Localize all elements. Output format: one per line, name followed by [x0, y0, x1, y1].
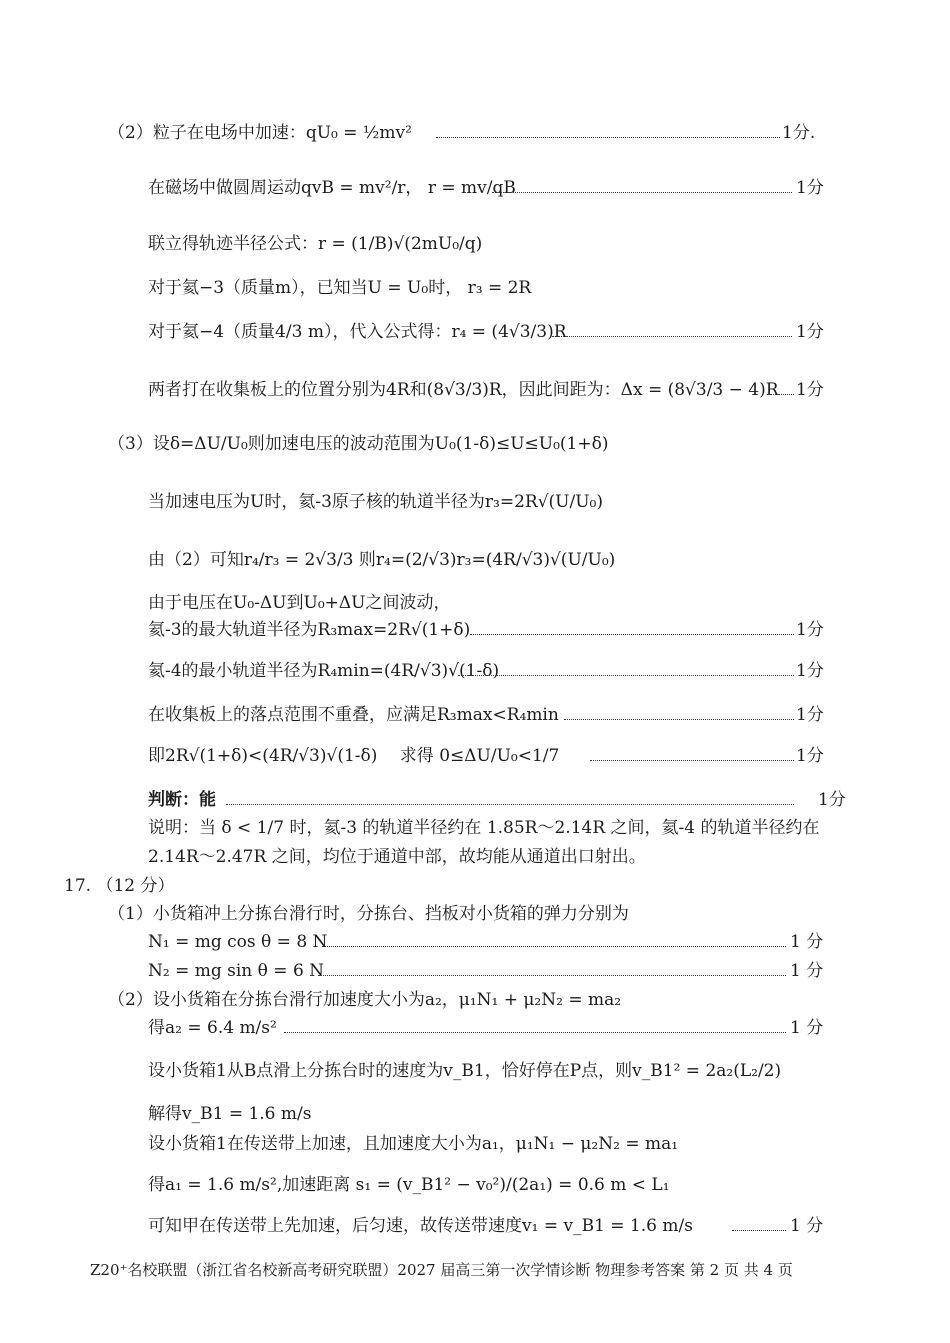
score: 1分: [796, 620, 824, 640]
line-text: 可知甲在传送带上先加速，后匀速，故传送带速度v₁ = v_B1 = 1.6 m/s: [148, 1216, 693, 1236]
answer-line: [0, 542, 950, 578]
line-text: N₁ = mg cos θ = 8 N: [148, 932, 328, 952]
dot-leader: [436, 137, 780, 138]
answer-line: [0, 1167, 950, 1203]
answer-line: [0, 738, 950, 774]
dot-leader: [318, 975, 786, 976]
dot-leader: [732, 1230, 786, 1231]
dot-leader: [492, 192, 792, 193]
answer-line: [0, 226, 950, 262]
line-text: 在收集板上的落点范围不重叠，应满足R₃max<R₄min: [148, 705, 559, 725]
line-text: 解得v_B1 = 1.6 m/s: [148, 1104, 312, 1124]
dot-leader: [590, 760, 794, 761]
line-text: 对于氦−4（质量4/3 m），代入公式得：r₄ = (4√3/3)R: [148, 322, 567, 342]
line-text: 得a₂ = 6.4 m/s²: [148, 1018, 277, 1038]
line-text: 在磁场中做圆周运动qvB = mv²/r， r = mv/qB: [148, 178, 516, 198]
score: 1 分: [790, 961, 824, 981]
line-text: （1）小货箱冲上分拣台滑行时，分拣台、挡板对小货箱的弹力分别为: [108, 904, 629, 924]
line-text: 说明：当 δ < 1/7 时，氦-3 的轨道半径约在 1.85R～2.14R 之间，氦-4 的轨道半径约在: [148, 818, 820, 838]
answer-line: [0, 1208, 950, 1244]
answer-line: [0, 484, 950, 520]
score: 1 分: [790, 932, 824, 952]
line-text: 联立得轨迹半径公式：r = (1/B)√(2mU₀/q): [148, 234, 483, 254]
line-text: 两者打在收集板上的位置分别为4R和(8√3/3)R，因此间距为：Δx = (8√3/3 − 4)R: [148, 380, 779, 400]
line-text: （2）粒子在电场中加速：qU₀ = ½mv²: [108, 123, 412, 143]
score: 1分: [796, 705, 824, 725]
answer-line: [0, 612, 950, 648]
line-text: N₂ = mg sin θ = 6 N: [148, 961, 325, 981]
dot-leader: [768, 394, 794, 395]
answer-line: [0, 1126, 950, 1162]
line-text: 设小货箱1从B点滑上分拣台时的速度为v_B1，恰好停在P点，则v_B1² = 2a₂(L₂/2): [148, 1061, 782, 1081]
line-text: （3）设δ=ΔU/U₀则加速电压的波动范围为U₀(1-δ)≤U≤U₀(1+δ): [108, 434, 609, 454]
line-text: 当加速电压为U时，氦-3原子核的轨道半径为r₃=2R√(U/U₀): [148, 492, 603, 512]
line-text: 设小货箱1在传送带上加速，且加速度大小为a₁，μ₁N₁ − μ₂N₂ = ma₁: [148, 1134, 679, 1154]
score: 1 分: [790, 1216, 824, 1236]
line-text: 对于氦−3（质量m），已知当U = U₀时， r₃ = 2R: [148, 278, 532, 298]
answer-line: [0, 653, 950, 689]
line-text: 即2R√(1+δ)<(4R/√3)√(1-δ) 求得 0≤ΔU/U₀<1/7: [148, 746, 560, 766]
dot-leader: [470, 634, 794, 635]
footer-text: Z20⁺名校联盟（浙江省名校新高考研究联盟）2027 届高三第一次学情诊断 物理参考答案 第 2 页 共 4 页: [90, 1261, 793, 1279]
dot-leader: [552, 336, 792, 337]
line-text: 17. （12 分）: [64, 876, 175, 896]
score: 1 分: [790, 1018, 824, 1038]
score: 1分: [796, 178, 824, 198]
score: 1分: [796, 380, 824, 400]
line-text: 2.14R～2.47R 之间，均位于通道中部，故均能从通道出口射出。: [148, 847, 646, 867]
line-text: 氦-4的最小轨道半径为R₄min=(4R/√3)√(1-δ): [148, 661, 500, 681]
dot-leader: [564, 719, 794, 720]
page-footer: [0, 1252, 950, 1288]
line-text: 得a₁ = 1.6 m/s²,加速距离 s₁ = (v_B1² − v₀²)/(2a₁) = 0.6 m < L₁: [148, 1175, 670, 1195]
score: 1分: [796, 661, 824, 681]
answer-line: [0, 697, 950, 733]
dot-leader: [226, 804, 794, 805]
score: 1分: [796, 322, 824, 342]
dot-leader: [284, 1032, 786, 1033]
answer-line: [0, 270, 950, 306]
answer-line: [0, 1010, 950, 1046]
answer-line: [0, 314, 950, 350]
line-text: 由于电压在U₀-ΔU到U₀+ΔU之间波动，: [148, 593, 451, 613]
line-text: 氦-3的最大轨道半径为R₃max=2R√(1+δ): [148, 620, 471, 640]
dot-leader: [458, 675, 794, 676]
answer-line: [0, 170, 950, 206]
answer-line: [0, 372, 950, 408]
score: 1分.: [782, 123, 816, 143]
score: 1分: [818, 790, 846, 810]
line-text: 由（2）可知r₄/r₃ = 2√3/3 则r₄=(2/√3)r₃=(4R/√3)√(U/U₀): [148, 550, 616, 570]
answer-line: [0, 426, 950, 462]
score: 1分: [796, 746, 824, 766]
answer-line: [0, 1053, 950, 1089]
answer-line: [0, 115, 950, 151]
dot-leader: [322, 946, 786, 947]
line-text: （2）设小货箱在分拣台滑行加速度大小为a₂，μ₁N₁ + μ₂N₂ = ma₂: [108, 990, 622, 1010]
line-text: 判断：能: [148, 790, 216, 810]
